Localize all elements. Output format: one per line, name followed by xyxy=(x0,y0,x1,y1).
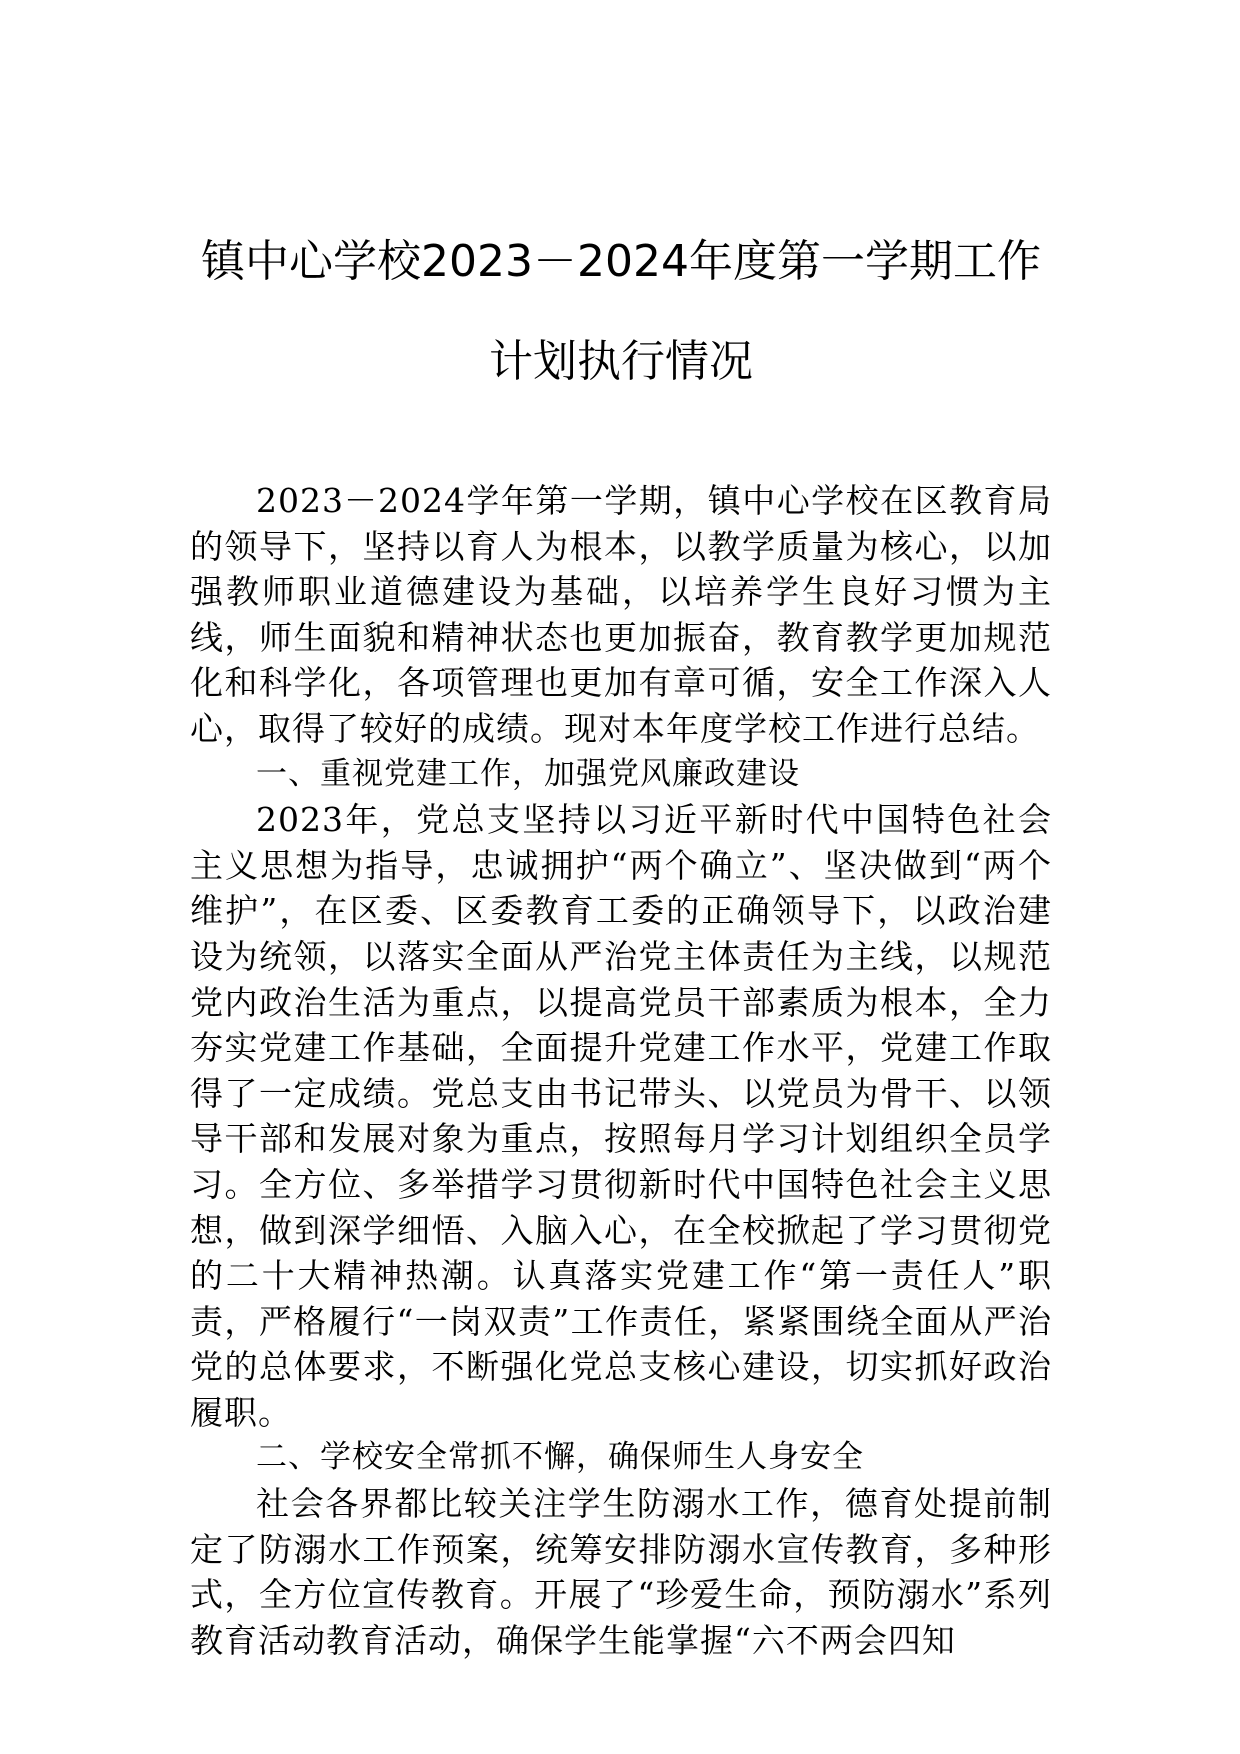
document-title xyxy=(190,0,1052,412)
section-heading-2: 二、学校安全常抓不懈，确保师生人身安全 xyxy=(256,1439,864,1476)
intro-paragraph: 2023－2024学年第一学期，镇中心学校在区教育局的领导下，坚持以育人为根本，以教学质量为核心，以加强教师职业道德建设为基础，以培养学生良好习惯为主线，师生面貌和精神状态也更加振奋，教育教学更加规范化和科学化，各项管理也更加有章可循，安全工作深入人心，取得了较好的成绩。现对本年度学校工作进行总结。 xyxy=(190,481,1052,748)
document-body xyxy=(190,478,1052,1663)
section-2-paragraph: 社会各界都比较关注学生防溺水工作，德育处提前制定了防溺水工作预案，统筹安排防溺水宣传教育，多种形式，全方位宣传教育。开展了“珍爱生命，预防溺水”系列教育活动教育活动，确保学生能掌握“六不两会四知 xyxy=(190,1484,1052,1660)
section-heading-1: 一、重视党建工作，加强党风廉政建设 xyxy=(256,755,800,792)
section-1-paragraph: 2023年，党总支坚持以习近平新时代中国特色社会主义思想为指导，忠诚拥护“两个确立”、坚决做到“两个维护”，在区委、区委教育工委的正确领导下，以政治建设为统领，以落实全面从严治党主体责任为主线，以规范党内政治生活为重点，以提高党员干部素质为根本，全力夯实党建工作基础，全面提升党建工作水平，党建工作取得了一定成绩。党总支由书记带头、以党员为骨干、以领导干部和发展对象为重点，按照每月学习计划组织全员学习。全方位、多举措学习贯彻新时代中国特色社会主义思想，做到深学细悟、入脑入心，在全校掀起了学习贯彻党的二十大精神热潮。认真落实党建工作“第一责任人”职责，严格履行“一岗双责”工作责任，紧紧围绕全面从严治党的总体要求，不断强化党总支核心建设，切实抓好政治履职。 xyxy=(190,800,1052,1432)
title-line-1: 镇中心学校2023－2024年度第一学期工作 xyxy=(201,236,1041,287)
document-page xyxy=(190,0,1052,1754)
title-line-2: 计划执行情况 xyxy=(489,336,753,387)
